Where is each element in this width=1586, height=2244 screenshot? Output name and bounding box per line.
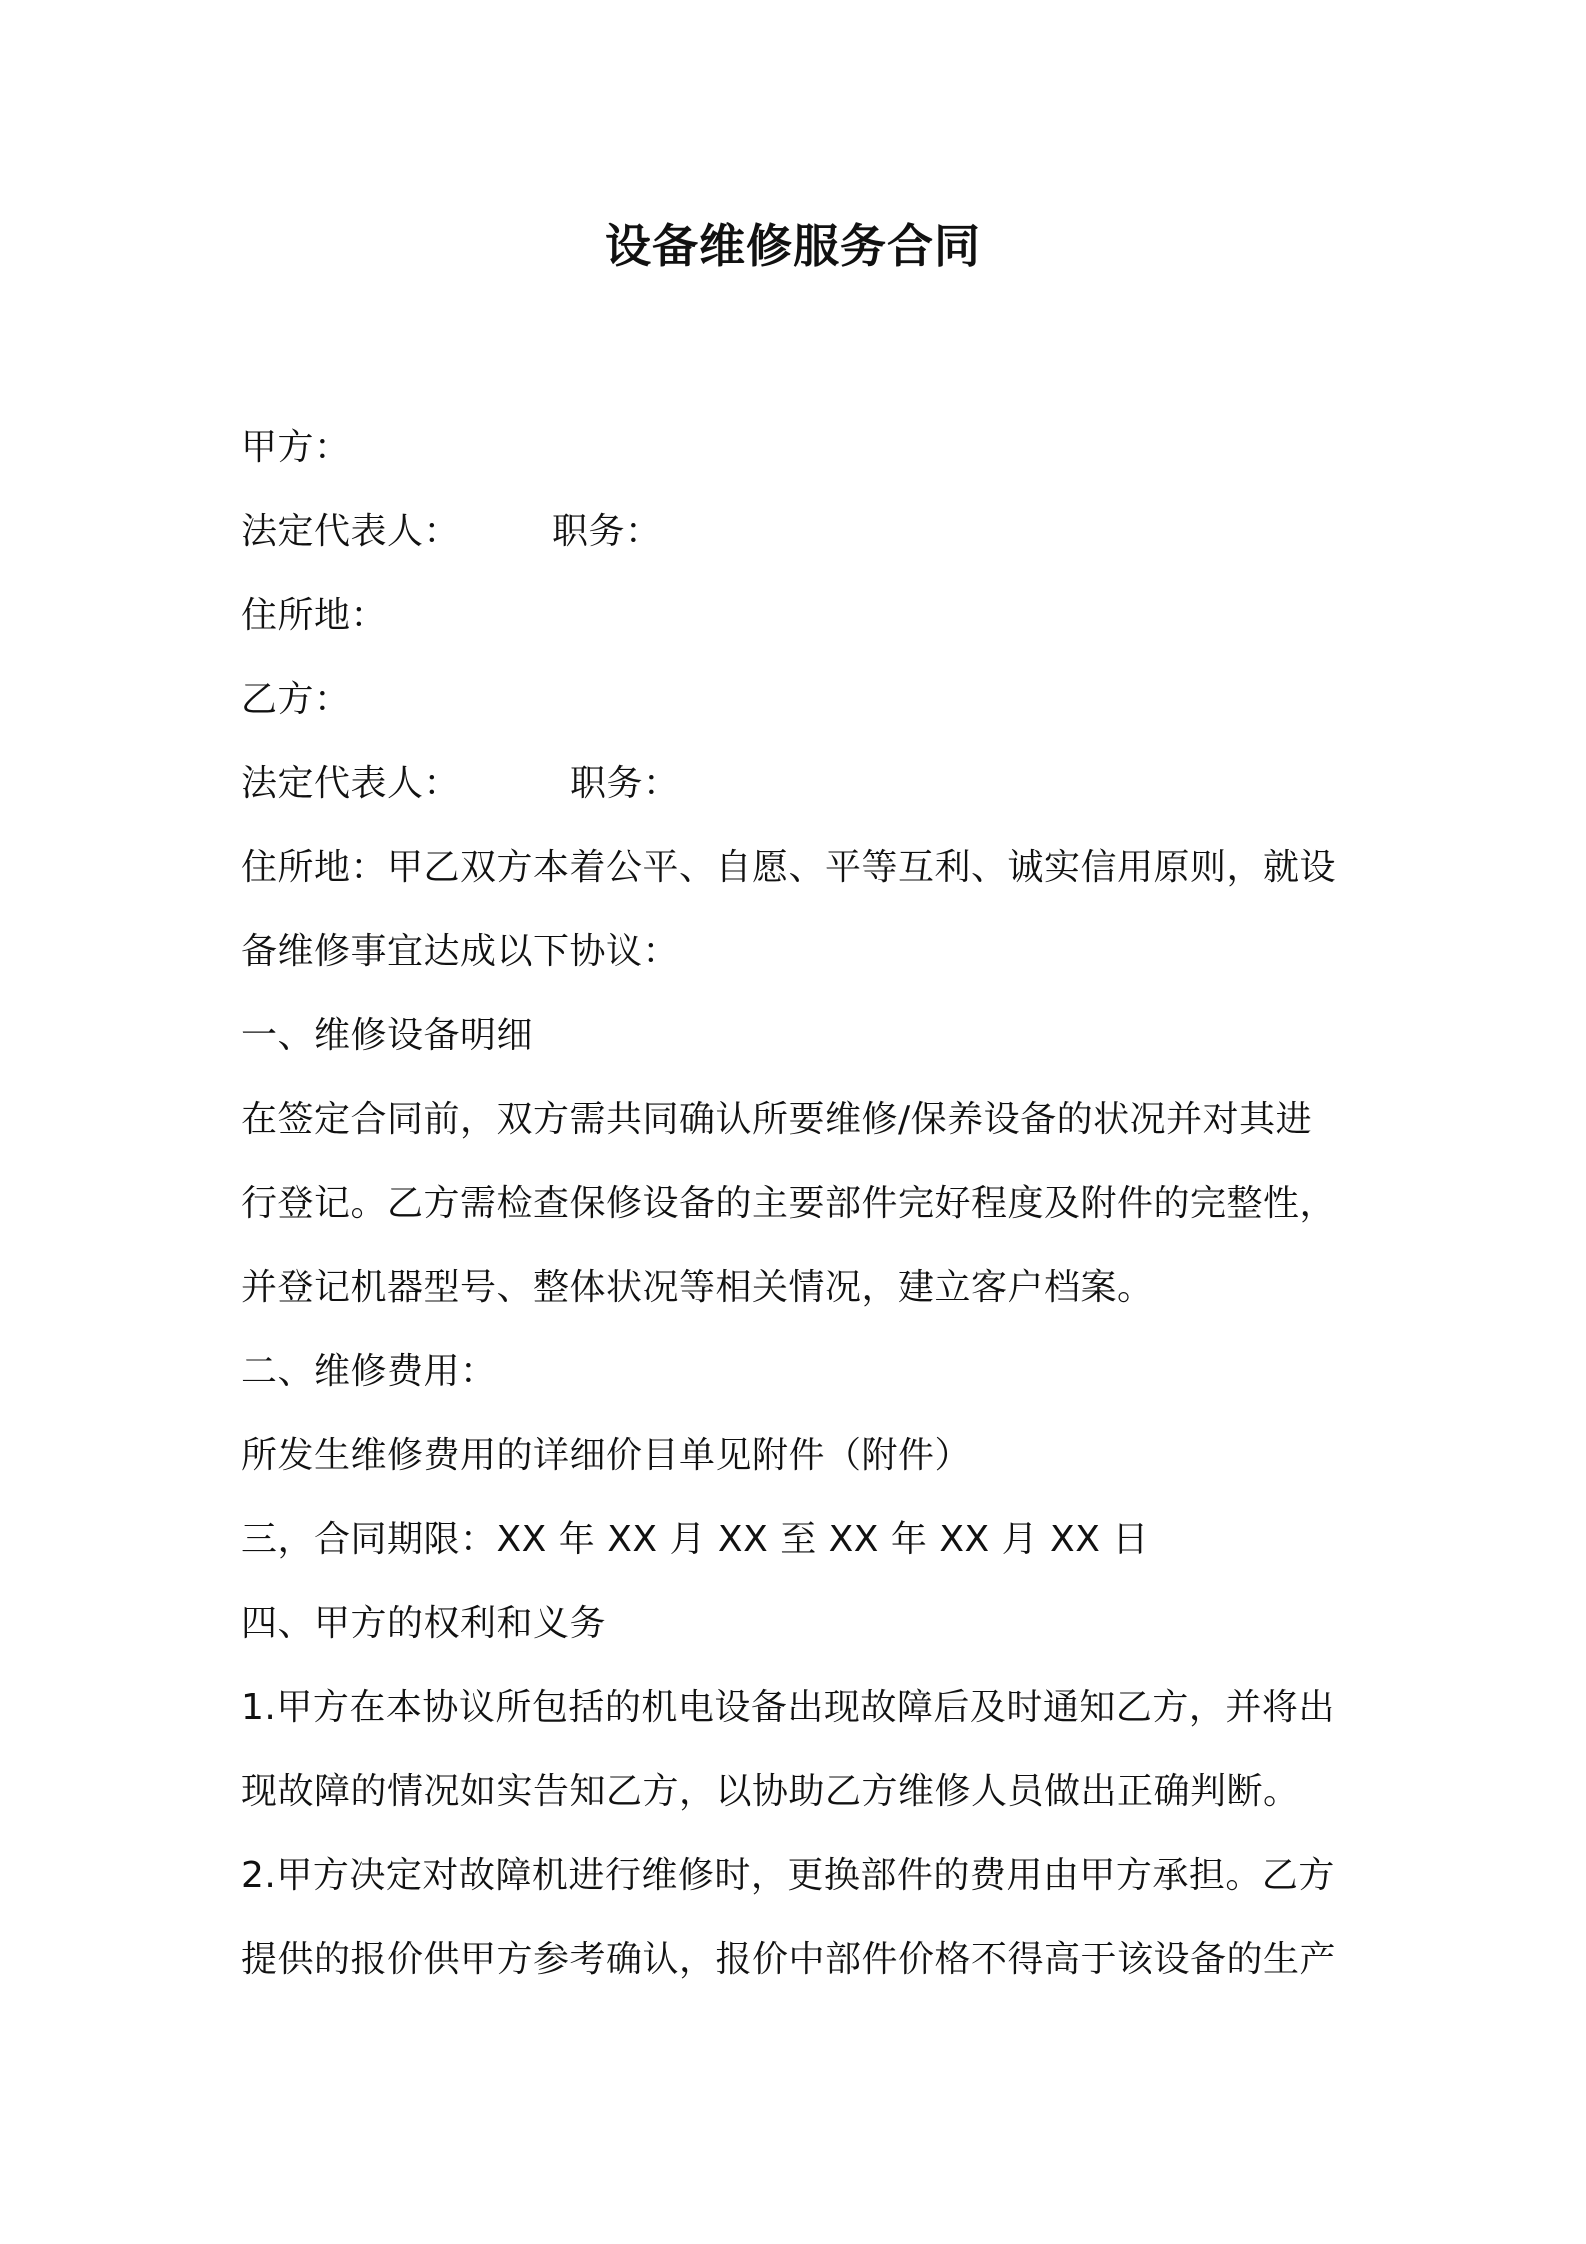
section4-line: 1.甲方在本协议所包括的机电设备出现故障后及时通知乙方，并将出	[241, 1687, 1335, 1728]
party-b-legal-rep-label: 法定代表人：	[241, 763, 461, 804]
section4-line: 现故障的情况如实告知乙方，以协助乙方维修人员做出正确判断。	[241, 1771, 1300, 1812]
party-a-label: 甲方：	[241, 427, 351, 468]
section4-line: 2.甲方决定对故障机进行维修时，更换部件的费用由甲方承担。乙方	[241, 1855, 1335, 1896]
document-body	[241, 406, 1361, 2002]
section4-heading: 四、甲方的权利和义务	[241, 1603, 607, 1644]
section1-line: 行登记。乙方需检查保修设备的主要部件完好程度及附件的完整性，	[241, 1183, 1337, 1224]
section1-line: 在签定合同前，双方需共同确认所要维修/保养设备的状况并对其进	[241, 1099, 1313, 1140]
intro-continuation: 备维修事宜达成以下协议：	[241, 931, 680, 972]
party-b-line	[241, 658, 1361, 742]
party-a-line	[241, 406, 1361, 490]
party-a-address-line	[241, 574, 1361, 658]
party-a-legal-rep-label: 法定代表人：	[241, 511, 461, 552]
party-b-label: 乙方：	[241, 679, 351, 720]
section2-heading: 二、维修费用：	[241, 1351, 497, 1392]
section4-line: 提供的报价供甲方参考确认，报价中部件价格不得高于该设备的生产	[241, 1939, 1337, 1980]
party-a-legal-rep-line	[241, 490, 1361, 574]
document-title: 设备维修服务合同	[605, 219, 981, 273]
section3-heading: 三，合同期限：XX 年 XX 月 XX 至 XX 年 XX 月 XX 日	[241, 1519, 1149, 1560]
section1-line: 并登记机器型号、整体状况等相关情况，建立客户档案。	[241, 1267, 1154, 1308]
party-b-address-line: 住所地：甲乙双方本着公平、自愿、平等互利、诚实信用原则，就设	[241, 847, 1337, 888]
section1-heading: 一、维修设备明细	[241, 1015, 534, 1056]
section2-line: 所发生维修费用的详细价目单见附件（附件）	[241, 1435, 972, 1476]
party-b-position-label: 职务：	[570, 763, 680, 804]
party-a-position-label: 职务：	[552, 511, 662, 552]
party-a-address-label: 住所地：	[241, 595, 388, 636]
party-b-legal-rep-line	[241, 742, 1361, 826]
